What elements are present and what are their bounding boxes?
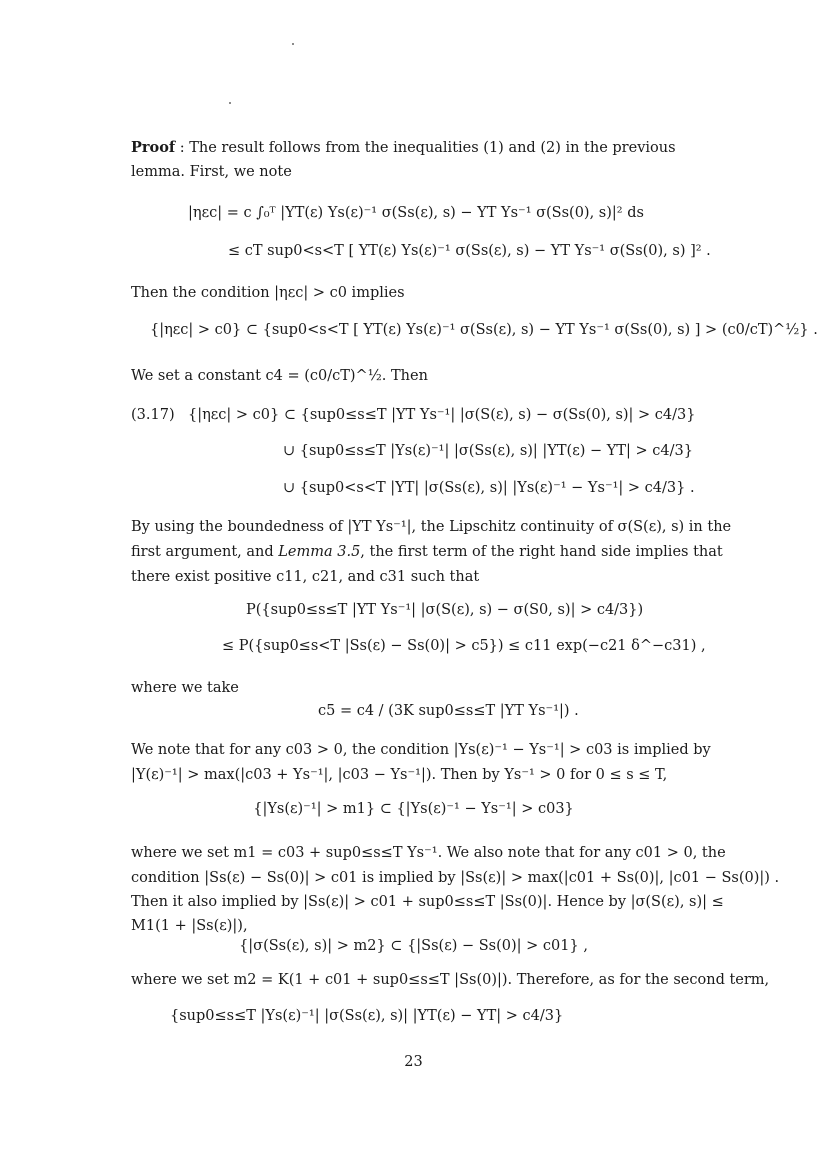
constant-text: We set a constant c4 = (c0/cT)^½. Then (131, 368, 428, 384)
boundedness-text-a: first argument, and (131, 544, 279, 560)
note-line-2: |Y(ε)⁻¹| > max(|c03 + Ys⁻¹|, |c03 − Ys⁻¹|). Then by Ys⁻¹ > 0 for 0 ≤ s ≤ T, (131, 767, 668, 783)
page-number: 23 (404, 1054, 423, 1070)
equation-prob-line-2: ≤ P({sup0≤s<T |Ss(ε) − Ss(0)| > c5}) ≤ c11 exp(−c21 δ^−c31) , (222, 638, 706, 654)
equation-m1: {|Ys(ε)⁻¹| > m1} ⊂ {|Ys(ε)⁻¹ − Ys⁻¹| > c03} (253, 801, 574, 817)
m1-line-2: condition |Ss(ε) − Ss(0)| > c01 is implied by |Ss(ε)| > max(|c01 + Ss(0)|, |c01 − Ss(0)|) . (131, 870, 780, 886)
proof-line-2: lemma. First, we note (131, 164, 292, 180)
proof-line-1 (131, 139, 676, 156)
equation-eta-line-1: |ηεc| = c ∫₀ᵀ |YT(ε) Ys(ε)⁻¹ σ(Ss(ε), s) − YT Ys⁻¹ σ(Ss(0), s)|² ds (188, 205, 644, 221)
equation-317-line-3: ∪ {sup0<s<T |YT| |σ(Ss(ε), s)| |Ys(ε)⁻¹ − Ys⁻¹| > c4/3} . (283, 480, 695, 496)
where-take-text: where we take (131, 680, 239, 696)
equation-c5: c5 = c4 / (3K sup0≤s≤T |YT Ys⁻¹|) . (318, 703, 579, 719)
equation-eta-line-2: ≤ cT sup0<s<T [ YT(ε) Ys(ε)⁻¹ σ(Ss(ε), s) − YT Ys⁻¹ σ(Ss(0), s) ]² . (228, 243, 711, 259)
equation-317-line-1: {|ηεc| > c0} ⊂ {sup0≤s≤T |YT Ys⁻¹| |σ(S(ε), s) − σ(Ss(0), s)| > c4/3} (188, 407, 696, 423)
boundedness-line-1: By using the boundedness of |YT Ys⁻¹|, the Lipschitz continuity of σ(S(ε), s) in the (131, 519, 732, 535)
equation-m2: {|σ(Ss(ε), s)| > m2} ⊂ {|Ss(ε) − Ss(0)| > c01} , (239, 938, 588, 954)
boundedness-line-2 (131, 544, 723, 560)
proof-label: Proof (131, 139, 176, 156)
lemma-reference: Lemma 3.5 (278, 544, 361, 560)
scan-speck (292, 43, 294, 45)
m1-line-3: Then it also implied by |Ss(ε)| > c01 + sup0≤s≤T |Ss(0)|. Hence by |σ(S(ε), s)| ≤ (131, 894, 724, 910)
boundedness-line-3: there exist positive c11, c21, and c31 such that (131, 569, 480, 585)
scan-speck (229, 102, 231, 104)
m2-line: where we set m2 = K(1 + c01 + sup0≤s≤T |Ss(0)|). Therefore, as for the second term, (131, 972, 770, 988)
boundedness-text-b: , the first term of the right hand side implies that (360, 544, 723, 560)
m1-line-4: M1(1 + |Ss(ε)|), (131, 918, 248, 934)
equation-317-line-2: ∪ {sup0≤s≤T |Ys(ε)⁻¹| |σ(Ss(ε), s)| |YT(ε) − YT| > c4/3} (283, 443, 693, 459)
equation-inclusion: {|ηεc| > c0} ⊂ {sup0<s<T [ YT(ε) Ys(ε)⁻¹ σ(Ss(ε), s) − YT Ys⁻¹ σ(Ss(0), s) ] > (c0/cT)^½} . (150, 322, 818, 338)
equation-prob-line-1: P({sup0≤s≤T |YT Ys⁻¹| |σ(S(ε), s) − σ(S0, s)| > c4/3}) (246, 602, 644, 618)
note-line-1: We note that for any c03 > 0, the condition |Ys(ε)⁻¹ − Ys⁻¹| > c03 is implied by (131, 742, 711, 758)
equation-second-term: {sup0≤s≤T |Ys(ε)⁻¹| |σ(Ss(ε), s)| |YT(ε) − YT| > c4/3} (170, 1008, 564, 1024)
proof-text: : The result follows from the inequalities (1) and (2) in the previous (175, 140, 676, 156)
m1-line-1: where we set m1 = c03 + sup0≤s≤T Ys⁻¹. We also note that for any c01 > 0, the (131, 845, 726, 861)
condition-text: Then the condition |ηεc| > c0 implies (131, 285, 405, 301)
equation-number: (3.17) (131, 407, 175, 423)
